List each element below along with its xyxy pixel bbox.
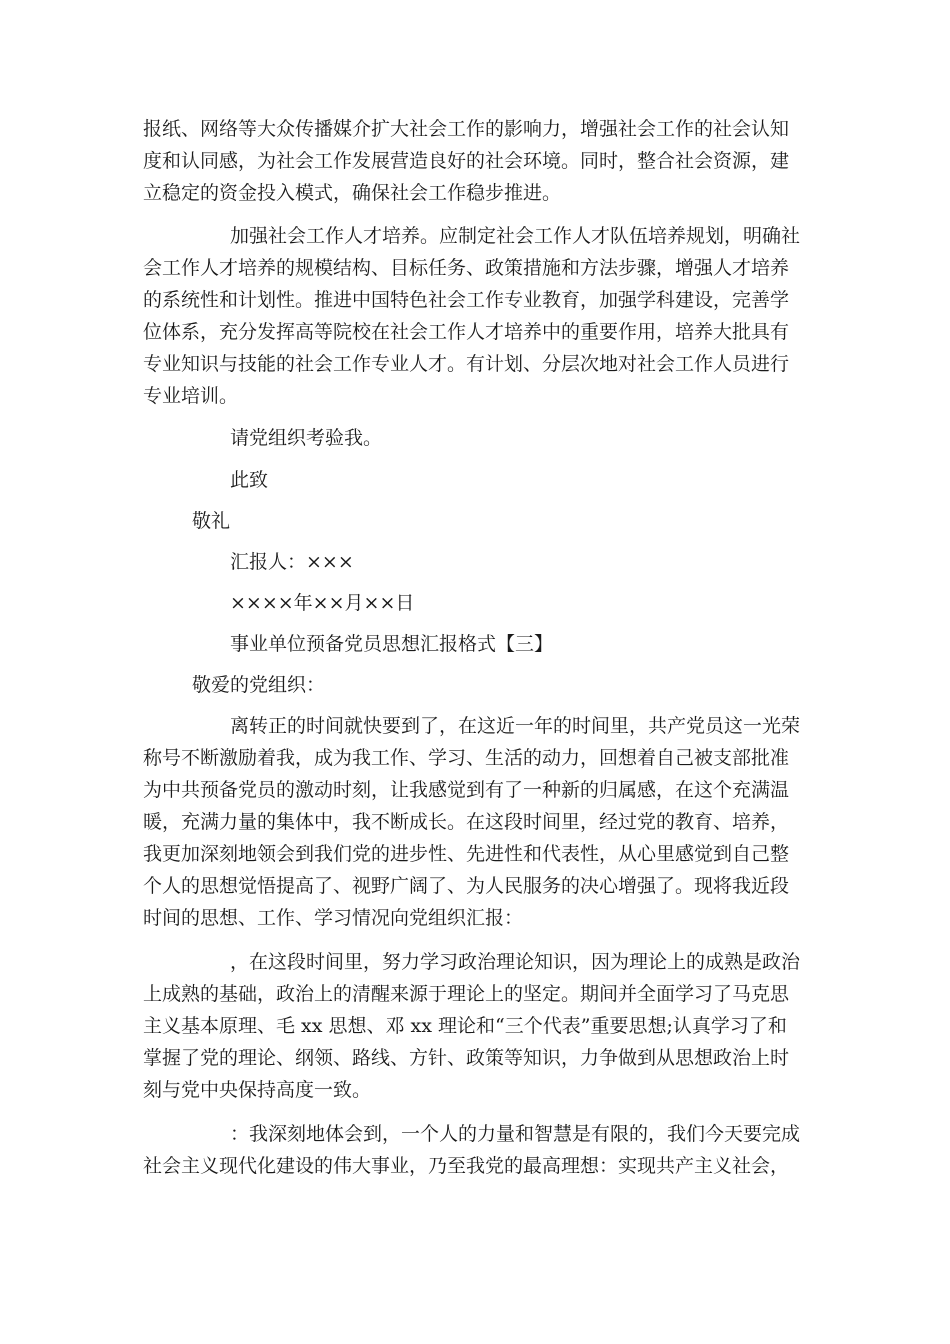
text-line: 会工作人才培养的规模结构、目标任务、政策措施和方法步骤，增强人才培养: [143, 257, 790, 279]
text-line: 加强社会工作人才培养。应制定社会工作人才队伍培养规划，明确社: [230, 225, 801, 247]
text-line: 时间的思想、工作、学习情况向党组织汇报：: [143, 907, 524, 929]
text-line: 立稳定的资金投入模式，确保社会工作稳步推进。: [143, 182, 562, 204]
section-title: 事业单位预备党员思想汇报格式【三】: [230, 633, 554, 655]
text-line: 度和认同感，为社会工作发展营造良好的社会环境。同时，整合社会资源，建: [143, 150, 790, 172]
closing-statement: 请党组织考验我。: [230, 427, 383, 449]
text-line: ：我深刻地体会到，一个人的力量和智慧是有限的，我们今天要完成: [230, 1123, 801, 1145]
text-line: ，在这段时间里，努力学习政治理论知识，因为理论上的成熟是政治: [230, 951, 801, 973]
text-line: 专业培训。: [143, 385, 239, 407]
closing-jingli: 敬礼: [192, 510, 231, 532]
reporter-signature: 汇报人：×××: [230, 551, 354, 573]
salutation: 敬爱的党组织：: [192, 674, 326, 696]
text-line: 主义基本原理、毛 xx 思想、邓 xx 理论和“三个代表”重要思想;认真学习了和: [143, 1015, 787, 1037]
text-line: 社会主义现代化建设的伟大事业，乃至我党的最高理想：实现共产主义社会，: [143, 1155, 790, 1177]
text-line: 报纸、网络等大众传播媒介扩大社会工作的影响力，增强社会工作的社会认知: [143, 118, 790, 140]
closing-cizhi: 此致: [230, 469, 269, 491]
text-line: 位体系，充分发挥高等院校在社会工作人才培养中的重要作用，培养大批具有: [143, 321, 790, 343]
text-line: 的系统性和计划性。推进中国特色社会工作专业教育，加强学科建设，完善学: [143, 289, 790, 311]
text-line: 个人的思想觉悟提高了、视野广阔了、为人民服务的决心增强了。现将我近段: [143, 875, 790, 897]
text-line: 暖，充满力量的集体中，我不断成长。在这段时间里，经过党的教育、培养，: [143, 811, 790, 833]
text-line: 专业知识与技能的社会工作专业人才。有计划、分层次地对社会工作人员进行: [143, 353, 790, 375]
text-line: 我更加深刻地领会到我们党的进步性、先进性和代表性，从心里感觉到自己整: [143, 843, 790, 865]
text-line: 刻与党中央保持高度一致。: [143, 1079, 372, 1101]
text-line: 掌握了党的理论、纲领、路线、方针、政策等知识，力争做到从思想政治上时: [143, 1047, 790, 1069]
text-line: 为中共预备党员的激动时刻，让我感觉到有了一种新的归属感，在这个充满温: [143, 779, 790, 801]
text-line: 离转正的时间就快要到了，在这近一年的时间里，共产党员这一光荣: [230, 715, 801, 737]
text-line: 称号不断激励着我，成为我工作、学习、生活的动力，回想着自己被支部批准: [143, 747, 790, 769]
report-date: ××××年××月××日: [230, 592, 415, 614]
text-line: 上成熟的基础，政治上的清醒来源于理论上的坚定。期间并全面学习了马克思: [143, 983, 790, 1005]
